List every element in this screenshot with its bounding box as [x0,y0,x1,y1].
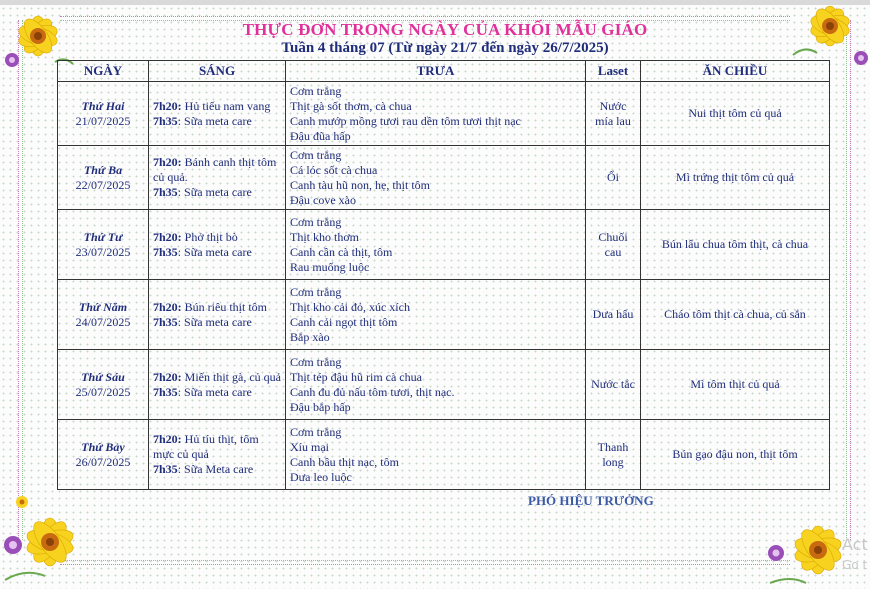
milk-item: : Sữa meta care [177,384,252,399]
header-snack: Laset [586,61,641,82]
day-date: 25/07/2025 [75,384,131,399]
milk-item: : Sữa Meta care [177,462,254,476]
snack-cell: Nước tắc [586,350,641,420]
day-name: Thứ Tư [83,229,123,244]
header-afternoon: ĂN CHIỀU [641,61,830,82]
lunch-item: Cơm trắng [290,214,342,229]
lunch-item: Cơm trắng [290,284,342,299]
morning-time: 7h20: [153,432,182,446]
afternoon-cell: Mì tôm thịt củ quả [641,350,830,420]
table-row [58,210,830,280]
lunch-cell [286,350,586,420]
day-name: Thứ Sáu [81,369,125,384]
milk-item: : Sữa meta care [177,314,252,329]
table-row [58,146,830,210]
milk-time: 7h35 [153,384,178,399]
lunch-cell [286,82,586,146]
morning-dish: Bún riêu thịt tôm [181,299,268,314]
morning-time: 7h20: [153,229,182,244]
header-day: NGÀY [58,61,149,82]
milk-item: : Sữa meta care [177,185,252,199]
afternoon-cell: Bún lẩu chua tôm thịt, cà chua [641,210,830,280]
table-row [58,82,830,146]
day-name: Thứ Ba [83,162,123,177]
border-frame-right [846,20,851,540]
morning-cell [149,210,286,280]
table-row [58,280,830,350]
lunch-item: Cơm trắng [290,424,342,439]
milk-time: 7h35 [153,113,178,128]
milk-item: : Sữa meta care [177,113,252,128]
morning-cell [149,420,286,490]
header-morning: SÁNG [149,61,286,82]
lunch-item: Canh đu đủ nấu tôm tươi, thịt nạc. [290,384,455,399]
day-cell [58,82,149,146]
snack-cell: Dưa hấu [586,280,641,350]
table-row [58,420,830,490]
lunch-item: Đậu bắp hấp [290,399,351,414]
lunch-item: Thịt kho thơm [290,229,360,244]
page-title: THỰC ĐƠN TRONG NGÀY CỦA KHỐI MẪU GIÁO [242,20,648,39]
table-row [58,350,830,420]
day-cell [58,146,149,210]
day-name: Thứ Năm [78,299,128,314]
lunch-cell [286,146,586,210]
day-cell [58,420,149,490]
activation-watermark-sub: Go t [842,558,868,572]
afternoon-cell: Bún gạo đậu non, thịt tôm [641,420,830,490]
morning-dish: Phở thịt bò [181,229,238,244]
day-date: 23/07/2025 [75,244,131,259]
morning-dish: Hủ tiếu nam vang [181,98,271,113]
morning-dish: Miến thịt gà, củ quả [181,369,281,384]
flower-decoration-bottom-left-icon [0,490,95,589]
lunch-item: Canh cần cà thịt, tôm [290,244,393,259]
table-header-row [58,61,830,82]
snack-cell: Nước mía lau [586,82,641,146]
lunch-item: Cá lóc sốt cà chua [290,162,378,177]
day-cell [58,280,149,350]
morning-time: 7h20: [153,369,182,384]
milk-time: 7h35 [153,314,178,329]
signature-title: PHÓ HIỆU TRƯỞNG [528,493,654,508]
lunch-item: Dưa leo luộc [290,469,352,484]
morning-cell [149,82,286,146]
flower-decoration-bottom-right-icon [760,505,855,589]
morning-dish: Hủ tíu thịt, tôm mực củ quả [153,432,259,461]
lunch-item: Thịt gà sốt thơm, cà chua [290,98,412,113]
border-frame-left [18,20,23,540]
lunch-item: Xíu mại [290,439,329,454]
lunch-item: Bắp xào [290,329,330,344]
lunch-cell [286,280,586,350]
lunch-item: Canh cải ngọt thịt tôm [290,314,398,329]
lunch-item: Đậu cove xào [290,192,356,207]
morning-cell [149,280,286,350]
lunch-cell [286,420,586,490]
header-lunch: TRƯA [286,61,586,82]
snack-cell: Thanh long [586,420,641,490]
morning-time: 7h20: [153,98,182,113]
lunch-item: Cơm trắng [290,147,342,162]
morning-cell [149,350,286,420]
lunch-item: Canh mướp mồng tươi rau dền tôm tươi thịt nạc [290,113,521,128]
morning-dish: Bánh canh thịt tôm củ quả. [153,155,277,184]
day-date: 22/07/2025 [75,177,131,192]
morning-time: 7h20: [153,299,182,314]
day-date: 26/07/2025 [75,454,131,469]
morning-cell [149,146,286,210]
morning-time: 7h20: [153,155,182,169]
afternoon-cell: Cháo tôm thịt cà chua, củ sắn [641,280,830,350]
milk-time: 7h35 [153,462,178,476]
day-cell [58,210,149,280]
day-cell [58,350,149,420]
milk-time: 7h35 [153,185,178,199]
lunch-item: Thịt kho cải đỏ, xúc xích [290,299,410,314]
lunch-item: Rau muống luộc [290,259,370,274]
lunch-item: Canh bầu thịt nạc, tôm [290,454,399,469]
lunch-item: Cơm trắng [290,354,342,369]
lunch-item: Đậu đũa hấp [290,128,351,143]
lunch-cell [286,210,586,280]
day-name: Thứ Bảy [81,439,125,454]
lunch-item: Canh tàu hũ non, hẹ, thịt tôm [290,177,430,192]
afternoon-cell: Nui thịt tôm củ quả [641,82,830,146]
day-name: Thứ Hai [81,98,125,113]
snack-cell: Chuối cau [586,210,641,280]
milk-time: 7h35 [153,244,178,259]
day-date: 21/07/2025 [75,113,131,128]
lunch-item: Cơm trắng [290,83,342,98]
activation-watermark: Act [842,535,868,554]
snack-cell: Ổi [586,146,641,210]
day-date: 24/07/2025 [75,314,131,329]
menu-table [57,60,830,490]
lunch-item: Thịt tép đậu hũ rim cà chua [290,369,422,384]
milk-item: : Sữa meta care [177,244,252,259]
afternoon-cell: Mì trứng thịt tôm củ quả [641,146,830,210]
page-subtitle: Tuần 4 tháng 07 (Từ ngày 21/7 đến ngày 26/7/2025) [281,40,609,56]
border-frame-bottom [60,560,790,565]
